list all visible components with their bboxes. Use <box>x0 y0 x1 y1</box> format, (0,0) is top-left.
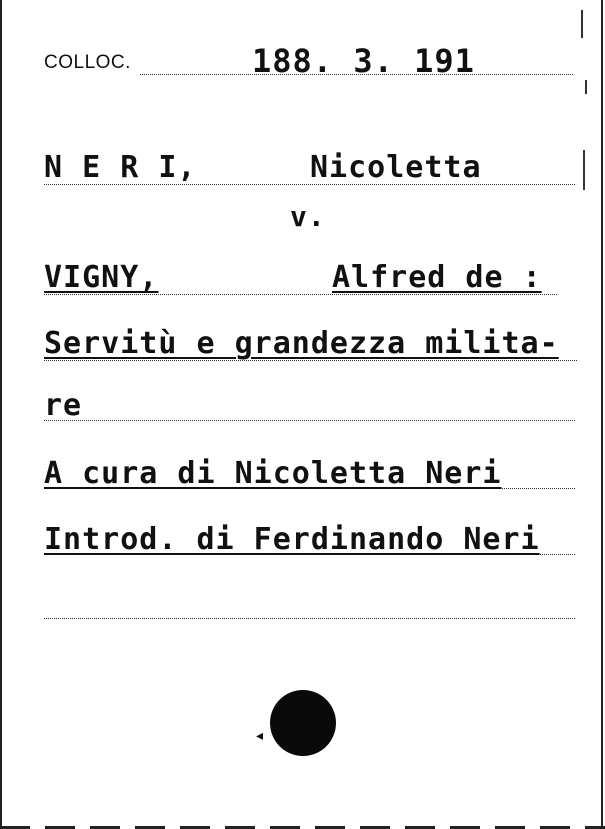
separator: v. <box>290 200 326 233</box>
title-line-1: Servitù e grandezza milita- <box>44 326 559 361</box>
blank-row <box>44 0 575 624</box>
punch-hole-burr: ◂ <box>256 728 264 744</box>
author-surname: N E R I, <box>44 150 197 185</box>
shelfmark: 188. 3. 191 <box>252 42 475 80</box>
card-left-edge <box>0 0 2 829</box>
colloc-label: COLLOC. <box>44 52 131 73</box>
title-line-2: re <box>44 388 83 423</box>
punch-hole <box>270 690 336 756</box>
intro-line: Introd. di Ferdinando Neri <box>44 522 540 557</box>
editor-line: A cura di Nicoletta Neri <box>44 456 502 491</box>
dotted-rule <box>44 618 575 619</box>
author-given-name: Nicoletta <box>310 150 482 185</box>
work-author-surname: VIGNY, <box>44 260 159 295</box>
work-author-given-name: Alfred de : <box>332 260 542 295</box>
